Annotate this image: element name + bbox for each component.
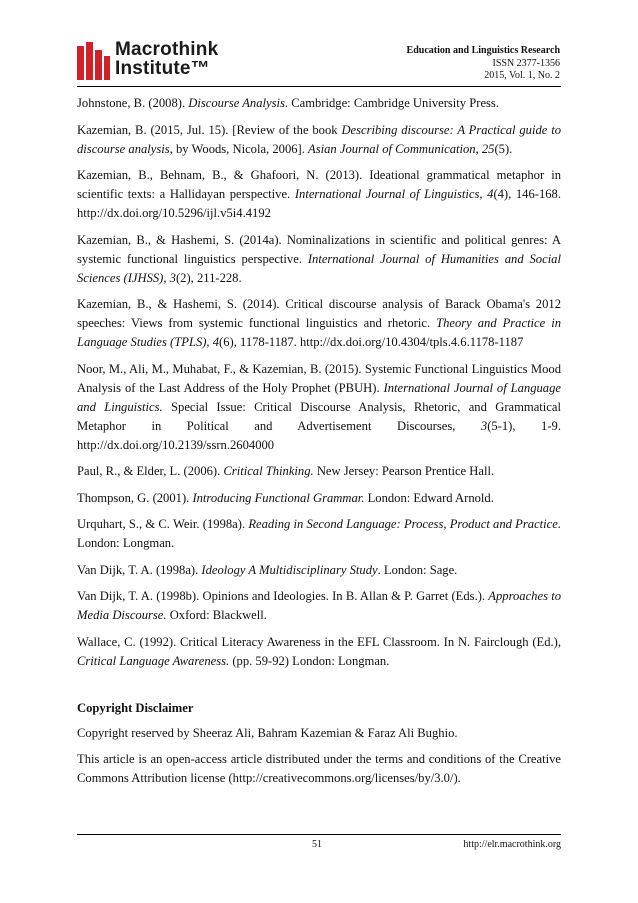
journal-title: Education and Linguistics Research: [406, 45, 560, 56]
copyright-statement: Copyright reserved by Sheeraz Ali, Bahram Kazemian & Faraz Ali Bughio.: [77, 725, 458, 740]
reference-segment: Paul, R., & Elder, L. (2006).: [77, 464, 224, 478]
reference-entry: [77, 561, 561, 580]
footer-url-link[interactable]: http://elr.macrothink.org: [463, 839, 561, 850]
reference-segment: New Jersey: Pearson Prentice Hall.: [313, 464, 495, 478]
reference-segment: (5).: [494, 141, 513, 156]
reference-entry: [77, 121, 561, 159]
reference-segment: London: Longman.: [77, 536, 175, 550]
reference-italic-segment: Asian Journal of Communication, 25: [308, 141, 495, 156]
reference-segment: Special Issue: Critical Discourse Analysis, Rhetoric, and Grammatical Metaphor in Political and Advertisement Discourses,: [77, 399, 561, 433]
reference-segment: Van Dijk, T. A. (1998b). Opinions and Ideologies. In B. Allan & P. Garret (Eds.).: [77, 589, 489, 603]
reference-segment: Kazemian, B., Behnam, B., & Ghafoori, N. (2013). Ideational grammatical metaphor in scientific texts: a Hallidayan perspective.: [77, 168, 561, 201]
macrothink-logo-icon: [77, 42, 111, 82]
reference-italic-segment: 3: [480, 418, 488, 433]
reference-entry: [77, 489, 561, 508]
logo-wordmark: [115, 40, 218, 78]
reference-list: [77, 94, 561, 671]
reference-segment: Urquhart, S., & C. Weir. (1998a).: [77, 517, 249, 531]
reference-segment: (pp. 59-92) London: Longman.: [229, 653, 390, 668]
reference-italic-segment: Discourse Analysis: [188, 96, 285, 110]
reference-italic-segment: Ideology A Multidisciplinary Study: [201, 562, 378, 577]
journal-info: [407, 45, 560, 83]
reference-entry: [77, 231, 561, 288]
reference-italic-segment: Reading in Second Language: Process, Product and Practice.: [248, 517, 561, 531]
reference-entry: [77, 633, 561, 671]
logo-line-2: Institute™: [115, 58, 210, 79]
reference-entry: [77, 295, 561, 352]
reference-segment: Kazemian, B., & Hashemi, S. (2014). Critical discourse analysis of Barack Obama's 2012 speeches: Views from systemic functional linguistics and rhetoric.: [77, 297, 561, 330]
reference-segment: Kazemian, B., & Hashemi, S. (2014a). Nominalizations in scientific and political genres: A systemic functional linguistics perspective.: [77, 232, 561, 266]
reference-entry: [77, 166, 561, 223]
reference-segment: Thompson, G. (2001).: [77, 490, 193, 505]
reference-italic-segment: Describing discourse: A Practical guide to discourse analysis: [77, 122, 561, 156]
reference-italic-segment: Critical Language Awareness.: [77, 653, 230, 668]
page-content: [77, 94, 561, 796]
reference-italic-segment: International Journal of Language and Linguistics.: [77, 380, 561, 414]
reference-segment: Noor, M., Ali, M., Muhabat, F., & Kazemian, B. (2015). Systemic Functional Linguistics Mood Analysis of the Last Address of the Holy Prophet (PBUH).: [77, 361, 561, 395]
page-number: 51: [312, 839, 322, 850]
journal-volume: 2015, Vol. 1, No. 2: [484, 70, 560, 81]
copyright-title: Copyright Disclaimer: [77, 700, 194, 715]
reference-segment: Kazemian, B. (2015, Jul. 15). [Review of the book: [77, 122, 342, 137]
license-statement: This article is an open-access article distributed under the terms and conditions of the Creative Commons Attribution license (http://creativecommons.org/licenses/by/3.0/).: [77, 752, 561, 785]
reference-segment: Wallace, C. (1992). Critical Literacy Awareness in the EFL Classroom. In N. Fairclough (Ed.),: [77, 634, 561, 649]
reference-segment: Johnstone, B. (2008).: [77, 96, 189, 110]
reference-entry: [77, 360, 561, 455]
footer-rule: [77, 834, 561, 835]
reference-italic-segment: International Journal of Humanities and Social Sciences (IJHSS), 3: [77, 251, 561, 285]
reference-segment: . Cambridge: Cambridge University Press.: [284, 96, 499, 110]
reference-segment: Oxford: Blackwell.: [166, 608, 267, 622]
reference-segment: (5-1), 1-9. http://dx.doi.org/10.2139/ssrn.2604000: [77, 418, 561, 452]
header-rule: [77, 86, 561, 87]
reference-segment: London: Edward Arnold.: [364, 490, 494, 505]
reference-entry: [77, 94, 561, 113]
reference-italic-segment: Introducing Functional Grammar.: [192, 490, 365, 505]
reference-segment: (4), 146-168. http://dx.doi.org/10.5296/ijl.v5i4.4192: [77, 187, 562, 220]
reference-entry: [77, 462, 561, 481]
reference-segment: (6), 1178-1187. http://dx.doi.org/10.4304/tpls.4.6.1178-1187: [219, 335, 524, 349]
reference-italic-segment: Critical Thinking.: [223, 464, 314, 478]
reference-segment: , by Woods, Nicola, 2006].: [169, 141, 309, 156]
logo-line-1: Macrothink: [115, 39, 219, 60]
reference-segment: Van Dijk, T. A. (1998a).: [77, 562, 202, 577]
reference-entry: [77, 587, 561, 625]
reference-entry: [77, 515, 561, 553]
reference-segment: . London: Sage.: [377, 562, 458, 577]
reference-segment: (2), 211-228.: [175, 270, 242, 285]
reference-italic-segment: Theory and Practice in Language Studies (TPLS), 4: [77, 316, 562, 349]
page-header: [0, 0, 638, 90]
publisher-logo: [77, 40, 277, 86]
reference-italic-segment: International Journal of Linguistics, 4: [294, 187, 494, 201]
journal-issn: ISSN 2377-1356: [492, 57, 560, 69]
reference-italic-segment: Approaches to Media Discourse.: [77, 589, 561, 622]
